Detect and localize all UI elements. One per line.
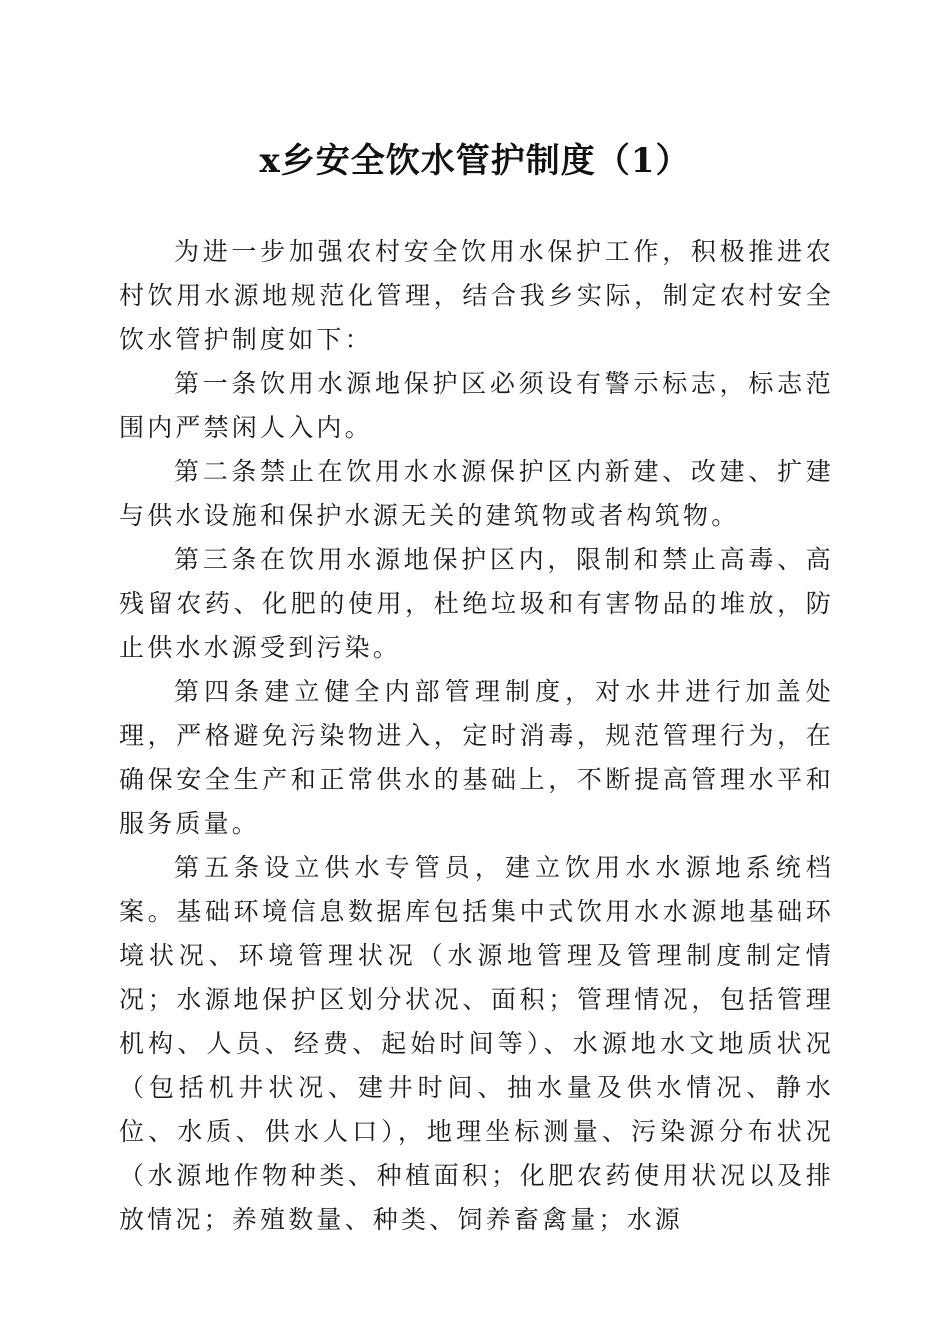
paragraph-article-1: 第一条饮用水源地保护区必须设有警示标志，标志范围内严禁闲人入内。	[119, 369, 834, 442]
document-body	[119, 230, 834, 1242]
paragraph-article-4: 第四条建立健全内部管理制度，对水井进行加盖处理，严格避免污染物进入，定时消毒，规范管理行为，在确保安全生产和正常供水的基础上，不断提高管理水平和服务质量。	[119, 677, 834, 838]
paragraph-article-5: 第五条设立供水专管员，建立饮用水水源地系统档案。基础环境信息数据库包括集中式饮用水水源地基础环境状况、环境管理状况（水源地管理及管理制度制定情况；水源地保护区划分状况、面积；管理情况，包括管理机构、人员、经费、起始时间等）、水源地水文地质状况（包括机井状况、建井时间、抽水量及供水情况、静水位、水质、供水人口），地理坐标测量、污染源分布状况（水源地作物种类、种植面积；化肥农药使用状况以及排放情况；养殖数量、种类、饲养畜禽量；水源	[119, 853, 834, 1234]
paragraph-article-3: 第三条在饮用水源地保护区内，限制和禁止高毒、高残留农药、化肥的使用，杜绝垃圾和有害物品的堆放，防止供水水源受到污染。	[119, 545, 834, 662]
paragraph-intro: 为进一步加强农村安全饮用水保护工作，积极推进农村饮用水源地规范化管理，结合我乡实际，制定农村安全饮水管护制度如下：	[119, 237, 834, 354]
paragraph-article-2: 第二条禁止在饮用水水源保护区内新建、改建、扩建与供水设施和保护水源无关的建筑物或者构筑物。	[119, 457, 834, 530]
document-title: x乡安全饮水管护制度（1）	[259, 141, 691, 181]
